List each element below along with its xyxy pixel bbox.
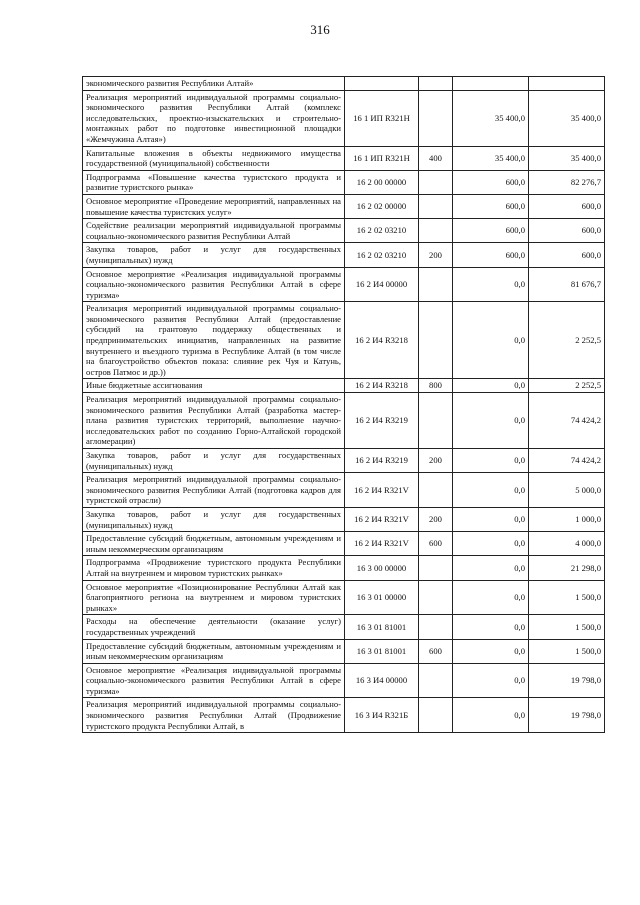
row-value-1: 0,0 xyxy=(453,267,529,302)
row-expense-type xyxy=(419,90,453,146)
row-value-1: 0,0 xyxy=(453,507,529,531)
row-expense-type xyxy=(419,302,453,379)
row-expense-type: 200 xyxy=(419,449,453,473)
row-expense-type xyxy=(419,556,453,580)
row-name: Реализация мероприятий индивидуальной программы социально-экономического развития Республики Алтай (комплекс исследовательских, проектно-изыскательских и строительно-монтажных работ по подготовке инвестиционной площадки «Жемчужина Алтая») xyxy=(83,90,345,146)
table-row xyxy=(83,77,605,91)
row-code: 16 2 И4 R321V xyxy=(345,507,419,531)
row-expense-type xyxy=(419,393,453,449)
row-value-1: 0,0 xyxy=(453,556,529,580)
row-expense-type xyxy=(419,615,453,639)
table-row xyxy=(83,302,605,379)
row-code: 16 3 01 81001 xyxy=(345,615,419,639)
row-expense-type xyxy=(419,219,453,243)
row-expense-type xyxy=(419,473,453,508)
row-name: Реализация мероприятий индивидуальной программы социально-экономического развития Республики Алтай (Продвижение туристского продукта Республики Алтай, в xyxy=(83,698,345,733)
row-name: Основное мероприятие «Реализация индивидуальной программы социально-экономического развития Республики Алтай в сфере туризма» xyxy=(83,267,345,302)
table-row xyxy=(83,90,605,146)
table-row xyxy=(83,615,605,639)
table-row xyxy=(83,243,605,267)
table-row xyxy=(83,507,605,531)
row-value-2 xyxy=(529,77,605,91)
row-value-1: 0,0 xyxy=(453,615,529,639)
row-value-1: 600,0 xyxy=(453,219,529,243)
row-name: Содействие реализации мероприятий индивидуальной программы социально-экономического развития Республики Алтай xyxy=(83,219,345,243)
row-value-1: 0,0 xyxy=(453,302,529,379)
row-value-1: 0,0 xyxy=(453,532,529,556)
row-value-2: 21 298,0 xyxy=(529,556,605,580)
row-value-2: 81 676,7 xyxy=(529,267,605,302)
row-value-2: 74 424,2 xyxy=(529,393,605,449)
row-name: Подпрограмма «Продвижение туристского продукта Республики Алтай на внутреннем и мировом туристских рынках» xyxy=(83,556,345,580)
row-value-2: 5 000,0 xyxy=(529,473,605,508)
row-value-1: 600,0 xyxy=(453,194,529,218)
table-row xyxy=(83,393,605,449)
table-row xyxy=(83,267,605,302)
row-code: 16 2 02 03210 xyxy=(345,219,419,243)
row-value-2: 600,0 xyxy=(529,194,605,218)
row-expense-type xyxy=(419,580,453,615)
row-value-2: 1 500,0 xyxy=(529,580,605,615)
row-expense-type xyxy=(419,698,453,733)
row-value-2: 35 400,0 xyxy=(529,146,605,170)
row-expense-type: 400 xyxy=(419,146,453,170)
row-value-2: 1 000,0 xyxy=(529,507,605,531)
row-name: Капитальные вложения в объекты недвижимого имущества государственной (муниципальной) собственности xyxy=(83,146,345,170)
row-name: Реализация мероприятий индивидуальной программы социально-экономического развития Республики Алтай (предоставление субсидий на грантовую поддержку общественных и предпринимательских инициатив, направленных на развитие внутреннего и въездного туризма в Республике Алтай (в том числе на благоустройство объектов показа: слияние рек Чуя и Катунь, остров Патмос и др.)) xyxy=(83,302,345,379)
row-value-2: 2 252,5 xyxy=(529,302,605,379)
table-row xyxy=(83,639,605,663)
row-expense-type xyxy=(419,663,453,698)
row-expense-type: 200 xyxy=(419,243,453,267)
row-name: Закупка товаров, работ и услуг для государственных (муниципальных) нужд xyxy=(83,243,345,267)
row-code: 16 2 00 00000 xyxy=(345,170,419,194)
row-value-2: 19 798,0 xyxy=(529,698,605,733)
table-row xyxy=(83,663,605,698)
row-code: 16 2 И4 R3218 xyxy=(345,302,419,379)
row-value-2: 1 500,0 xyxy=(529,615,605,639)
row-code: 16 2 И4 R3219 xyxy=(345,393,419,449)
row-expense-type xyxy=(419,194,453,218)
table-row xyxy=(83,194,605,218)
row-value-1: 35 400,0 xyxy=(453,146,529,170)
row-value-1: 0,0 xyxy=(453,379,529,393)
budget-table-body xyxy=(83,77,605,733)
row-expense-type: 600 xyxy=(419,532,453,556)
row-name: экономического развития Республики Алтай» xyxy=(83,77,345,91)
row-value-1 xyxy=(453,77,529,91)
row-code: 16 3 01 00000 xyxy=(345,580,419,615)
row-expense-type: 200 xyxy=(419,507,453,531)
table-row xyxy=(83,698,605,733)
row-code: 16 3 И4 00000 xyxy=(345,663,419,698)
row-name: Подпрограмма «Повышение качества туристского продукта и развитие туристского рынка» xyxy=(83,170,345,194)
row-code: 16 2 И4 R3219 xyxy=(345,449,419,473)
row-code: 16 2 02 03210 xyxy=(345,243,419,267)
row-value-1: 600,0 xyxy=(453,243,529,267)
row-value-2: 35 400,0 xyxy=(529,90,605,146)
row-value-1: 0,0 xyxy=(453,663,529,698)
row-expense-type xyxy=(419,267,453,302)
page-number: 316 xyxy=(310,22,330,37)
row-name: Реализация мероприятий индивидуальной программы социально-экономического развития Республики Алтай (разработка мастер-плана развития туристских территорий, выполнение научно-исследовательских работ по созданию Горно-Алтайской городской агломерации) xyxy=(83,393,345,449)
row-value-2: 600,0 xyxy=(529,219,605,243)
row-name: Основное мероприятие «Проведение мероприятий, направленных на повышение качества туристских услуг» xyxy=(83,194,345,218)
row-value-1: 0,0 xyxy=(453,698,529,733)
row-name: Предоставление субсидий бюджетным, автономным учреждениям и иным некоммерческим организациям xyxy=(83,639,345,663)
row-code: 16 2 02 00000 xyxy=(345,194,419,218)
row-name: Основное мероприятие «Позиционирование Республики Алтай как благоприятного региона на внутреннем и мировом туристских рынках» xyxy=(83,580,345,615)
row-code: 16 2 И4 R321V xyxy=(345,473,419,508)
row-code xyxy=(345,77,419,91)
row-code: 16 2 И4 R3218 xyxy=(345,379,419,393)
table-row xyxy=(83,170,605,194)
row-name: Иные бюджетные ассигнования xyxy=(83,379,345,393)
row-name: Закупка товаров, работ и услуг для государственных (муниципальных) нужд xyxy=(83,449,345,473)
table-row xyxy=(83,473,605,508)
row-expense-type xyxy=(419,77,453,91)
row-expense-type: 800 xyxy=(419,379,453,393)
row-value-1: 600,0 xyxy=(453,170,529,194)
row-value-2: 600,0 xyxy=(529,243,605,267)
row-name: Основное мероприятие «Реализация индивидуальной программы социально-экономического развития Республики Алтай в сфере туризма» xyxy=(83,663,345,698)
row-code: 16 3 01 81001 xyxy=(345,639,419,663)
row-value-1: 0,0 xyxy=(453,580,529,615)
row-value-1: 0,0 xyxy=(453,639,529,663)
budget-table xyxy=(82,76,605,733)
row-code: 16 2 И4 00000 xyxy=(345,267,419,302)
table-row xyxy=(83,219,605,243)
table-row xyxy=(83,580,605,615)
row-value-2: 2 252,5 xyxy=(529,379,605,393)
row-code: 16 3 И4 R321Б xyxy=(345,698,419,733)
row-value-1: 0,0 xyxy=(453,473,529,508)
table-row xyxy=(83,379,605,393)
row-value-2: 19 798,0 xyxy=(529,663,605,698)
row-code: 16 1 ИП R321Н xyxy=(345,90,419,146)
row-name: Реализация мероприятий индивидуальной программы социально-экономического развития Республики Алтай (подготовка кадров для туристской отрасли) xyxy=(83,473,345,508)
row-value-2: 4 000,0 xyxy=(529,532,605,556)
row-expense-type: 600 xyxy=(419,639,453,663)
row-expense-type xyxy=(419,170,453,194)
row-name: Расходы на обеспечение деятельности (оказание услуг) государственных учреждений xyxy=(83,615,345,639)
row-code: 16 3 00 00000 xyxy=(345,556,419,580)
table-row xyxy=(83,449,605,473)
row-name: Закупка товаров, работ и услуг для государственных (муниципальных) нужд xyxy=(83,507,345,531)
table-row xyxy=(83,532,605,556)
row-value-2: 74 424,2 xyxy=(529,449,605,473)
row-value-1: 0,0 xyxy=(453,393,529,449)
row-code: 16 1 ИП R321Н xyxy=(345,146,419,170)
row-value-1: 0,0 xyxy=(453,449,529,473)
row-value-1: 35 400,0 xyxy=(453,90,529,146)
table-row xyxy=(83,146,605,170)
row-value-2: 1 500,0 xyxy=(529,639,605,663)
row-value-2: 82 276,7 xyxy=(529,170,605,194)
row-name: Предоставление субсидий бюджетным, автономным учреждениям и иным некоммерческим организациям xyxy=(83,532,345,556)
table-row xyxy=(83,556,605,580)
row-code: 16 2 И4 R321V xyxy=(345,532,419,556)
